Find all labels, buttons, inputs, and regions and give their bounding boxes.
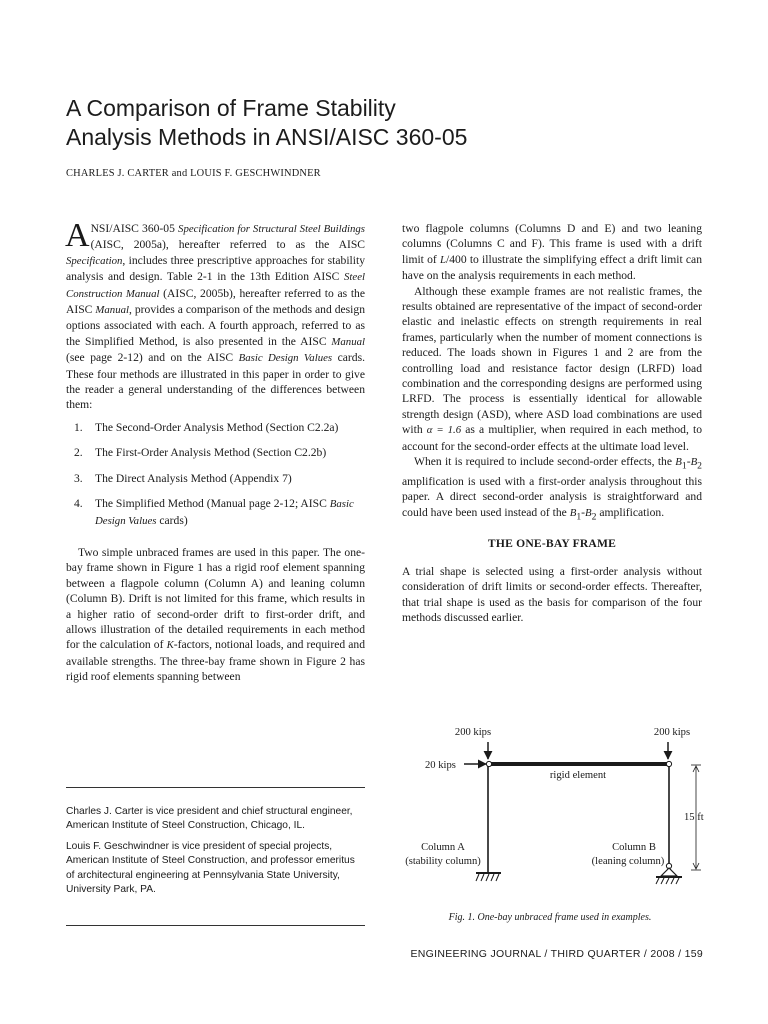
amplification-paragraph (402, 454, 702, 524)
intro-paragraph (65, 217, 365, 413)
intro-text: (AISC, 2005a), hereafter referred to as the AISC (90, 238, 365, 252)
paper-title (66, 94, 626, 152)
intro-italic: Specification for Structural Steel Buildings (178, 223, 365, 235)
column-b-label: Column B (612, 842, 656, 853)
paragraph-text: amplification. (596, 505, 665, 519)
paragraph-text: - (581, 505, 586, 519)
symbol: B (585, 506, 592, 519)
realistic-paragraph (402, 284, 702, 454)
paragraph-text: /400 to illustrate the simplifying effect a drift limit can have on the analysis requirements in each method. (402, 252, 702, 283)
title-line-1: A Comparison of Frame Stability (66, 95, 396, 121)
list-text: The Second-Order Analysis Method (Section C2.2a) (95, 420, 339, 434)
list-number: 1. (74, 420, 83, 434)
intro-text: (AISC, 2005b), hereafter referred to as the AISC (66, 286, 365, 317)
bio-divider-top (66, 787, 365, 788)
methods-list (66, 420, 365, 529)
paragraph-text: Two simple unbraced frames are used in this paper. The one-bay frame shown in Figure 1 has a rigid roof element spanning between a flagpole column (Column A) and leaning column (Column B). Drift is not limited for this frame, which results in a higher ratio of second-order drift to first-order drift, and allows illustration of the detailed requirements in each method for the calculation of (66, 545, 365, 652)
left-column (65, 217, 365, 685)
frames-paragraph (66, 545, 365, 685)
intro-text: NSI/AISC 360-05 (90, 222, 179, 235)
list-text-part: The Simplified Method (Manual page 2-12; AISC (95, 497, 330, 511)
symbol: B (690, 456, 698, 469)
symbol-sub: 1 (681, 460, 687, 472)
intro-italic: Manual (331, 335, 365, 348)
one-bay-frame-figure (390, 720, 720, 910)
intro-text: (see page 2-12) and on the AISC (66, 351, 239, 365)
intro-text: , provides a comparison of the methods and design options associated with each. A fourth approach, referred to as the Simplified Method, is also presented in the AISC (66, 303, 365, 348)
paragraph-text: When it is required to include second-order effects, the (414, 455, 676, 469)
load-right-label: 200 kips (653, 727, 691, 738)
right-column (402, 221, 702, 625)
paragraph-text: Although these example frames are not realistic frames, the results obtained are representative of the impact of second-order elastic and inelastic effects on strength requirements in real frames, particularly when the number of moment connections is reduced. The loads shown in Figures 1 and 2 are from the controlling load and resistance factor design (LRFD) load combination and the corresponding designs are performed using LRFD. The process is essentially identical for allowable strength design (ASD), where ASD load combinations are used with (402, 284, 702, 437)
journal-footer: ENGINEERING JOURNAL / THIRD QUARTER / 2008 / 159 (410, 948, 703, 960)
load-left-label: 200 kips (454, 727, 492, 738)
height-label: 15 ft (684, 812, 704, 823)
list-number: 4. (74, 497, 83, 511)
paragraph-italic: L (439, 253, 446, 266)
pin-left (486, 761, 491, 766)
list-text (95, 496, 365, 529)
alpha-value: α = 1.6 (426, 424, 462, 437)
list-text: The Direct Analysis Method (Appendix 7) (95, 471, 292, 485)
pin-support-triangle (661, 868, 677, 876)
intro-text: cards. These four methods are illustrated in this paper in order to give the reader a general understanding of the differences between them: (66, 351, 365, 412)
pin-right (666, 761, 671, 766)
intro-italic: Specification (66, 254, 123, 267)
list-item (66, 496, 365, 529)
lateral-load-label: 20 kips (425, 760, 456, 771)
symbol-sub: 2 (697, 460, 702, 472)
bio-geschwindner: Louis F. Geschwindner is vice president of special projects, American Institute of Steel Construction, and professor emeritus of architectural engineering at Pennsylvania State University, University Park, PA. (66, 840, 355, 896)
column-b-sublabel: (leaning column) (591, 856, 665, 867)
fixed-support-hatch (476, 874, 499, 881)
column-a-sublabel: (stability column) (405, 856, 481, 867)
list-text-italic: Basic Design Values (95, 498, 354, 527)
list-item (66, 445, 365, 460)
paragraph-text: -factors, notional loads, and required and available strengths. The three-bay frame shown in Figure 2 has rigid roof elements spanning between (66, 638, 365, 684)
figure-caption: Fig. 1. One-bay unbraced frame used in examples. (448, 912, 652, 923)
trial-shape-paragraph: A trial shape is selected using a first-order analysis without consideration of drift limits or second-order effects. Thereafter, that trial shape is used as the basis for comparison of the four methods discussed earlier. (402, 564, 702, 624)
symbol-sub: 1 (576, 510, 582, 522)
rigid-element-label: rigid element (549, 770, 607, 781)
bio-carter: Charles J. Carter is vice president and chief structural engineer, American Institute of Steel Construction, Chicago, IL. (66, 806, 353, 832)
continued-paragraph (402, 221, 702, 284)
list-text: The First-Order Analysis Method (Section C2.2b) (95, 446, 327, 460)
intro-text: , includes three prescriptive approaches for stability analysis and design. Table 2-1 in the 13th Edition AISC (66, 253, 365, 284)
title-line-2: Analysis Methods in ANSI/AISC 360-05 (66, 124, 468, 150)
pin-support-hatch (656, 878, 679, 884)
paragraph-text: amplification is used with a first-order analysis throughout this paper. A direct second-order analysis is straightforward and could have been used instead of the (402, 474, 702, 519)
authors: CHARLES J. CARTER and LOUIS F. GESCHWINDNER (66, 168, 321, 179)
symbol: B (569, 506, 577, 519)
section-heading: THE ONE-BAY FRAME (487, 537, 617, 551)
symbol-sub: 2 (591, 510, 597, 522)
intro-italic: Steel Construction Manual (66, 271, 365, 300)
list-number: 3. (74, 471, 83, 485)
list-item (66, 420, 365, 435)
drop-cap: A (65, 217, 90, 254)
intro-italic: Basic Design Values (238, 352, 333, 365)
list-text-part: cards) (156, 513, 188, 527)
column-a-label: Column A (421, 842, 465, 853)
paragraph-italic: K (166, 639, 174, 652)
paragraph-text: as a multiplier, when required in each method, to account for the second-order effects at the ultimate load level. (402, 423, 703, 453)
symbol: B (675, 456, 682, 469)
paragraph-text: - (686, 455, 691, 469)
list-number: 2. (74, 446, 83, 460)
bio-divider-bottom (66, 925, 365, 926)
paragraph-text: two flagpole columns (Columns D and E) and two leaning columns (Columns C and F). This frame is used with a drift limit of (402, 222, 702, 266)
author-bios (66, 805, 365, 903)
intro-italic: Manual (95, 304, 129, 317)
list-item (66, 471, 365, 486)
